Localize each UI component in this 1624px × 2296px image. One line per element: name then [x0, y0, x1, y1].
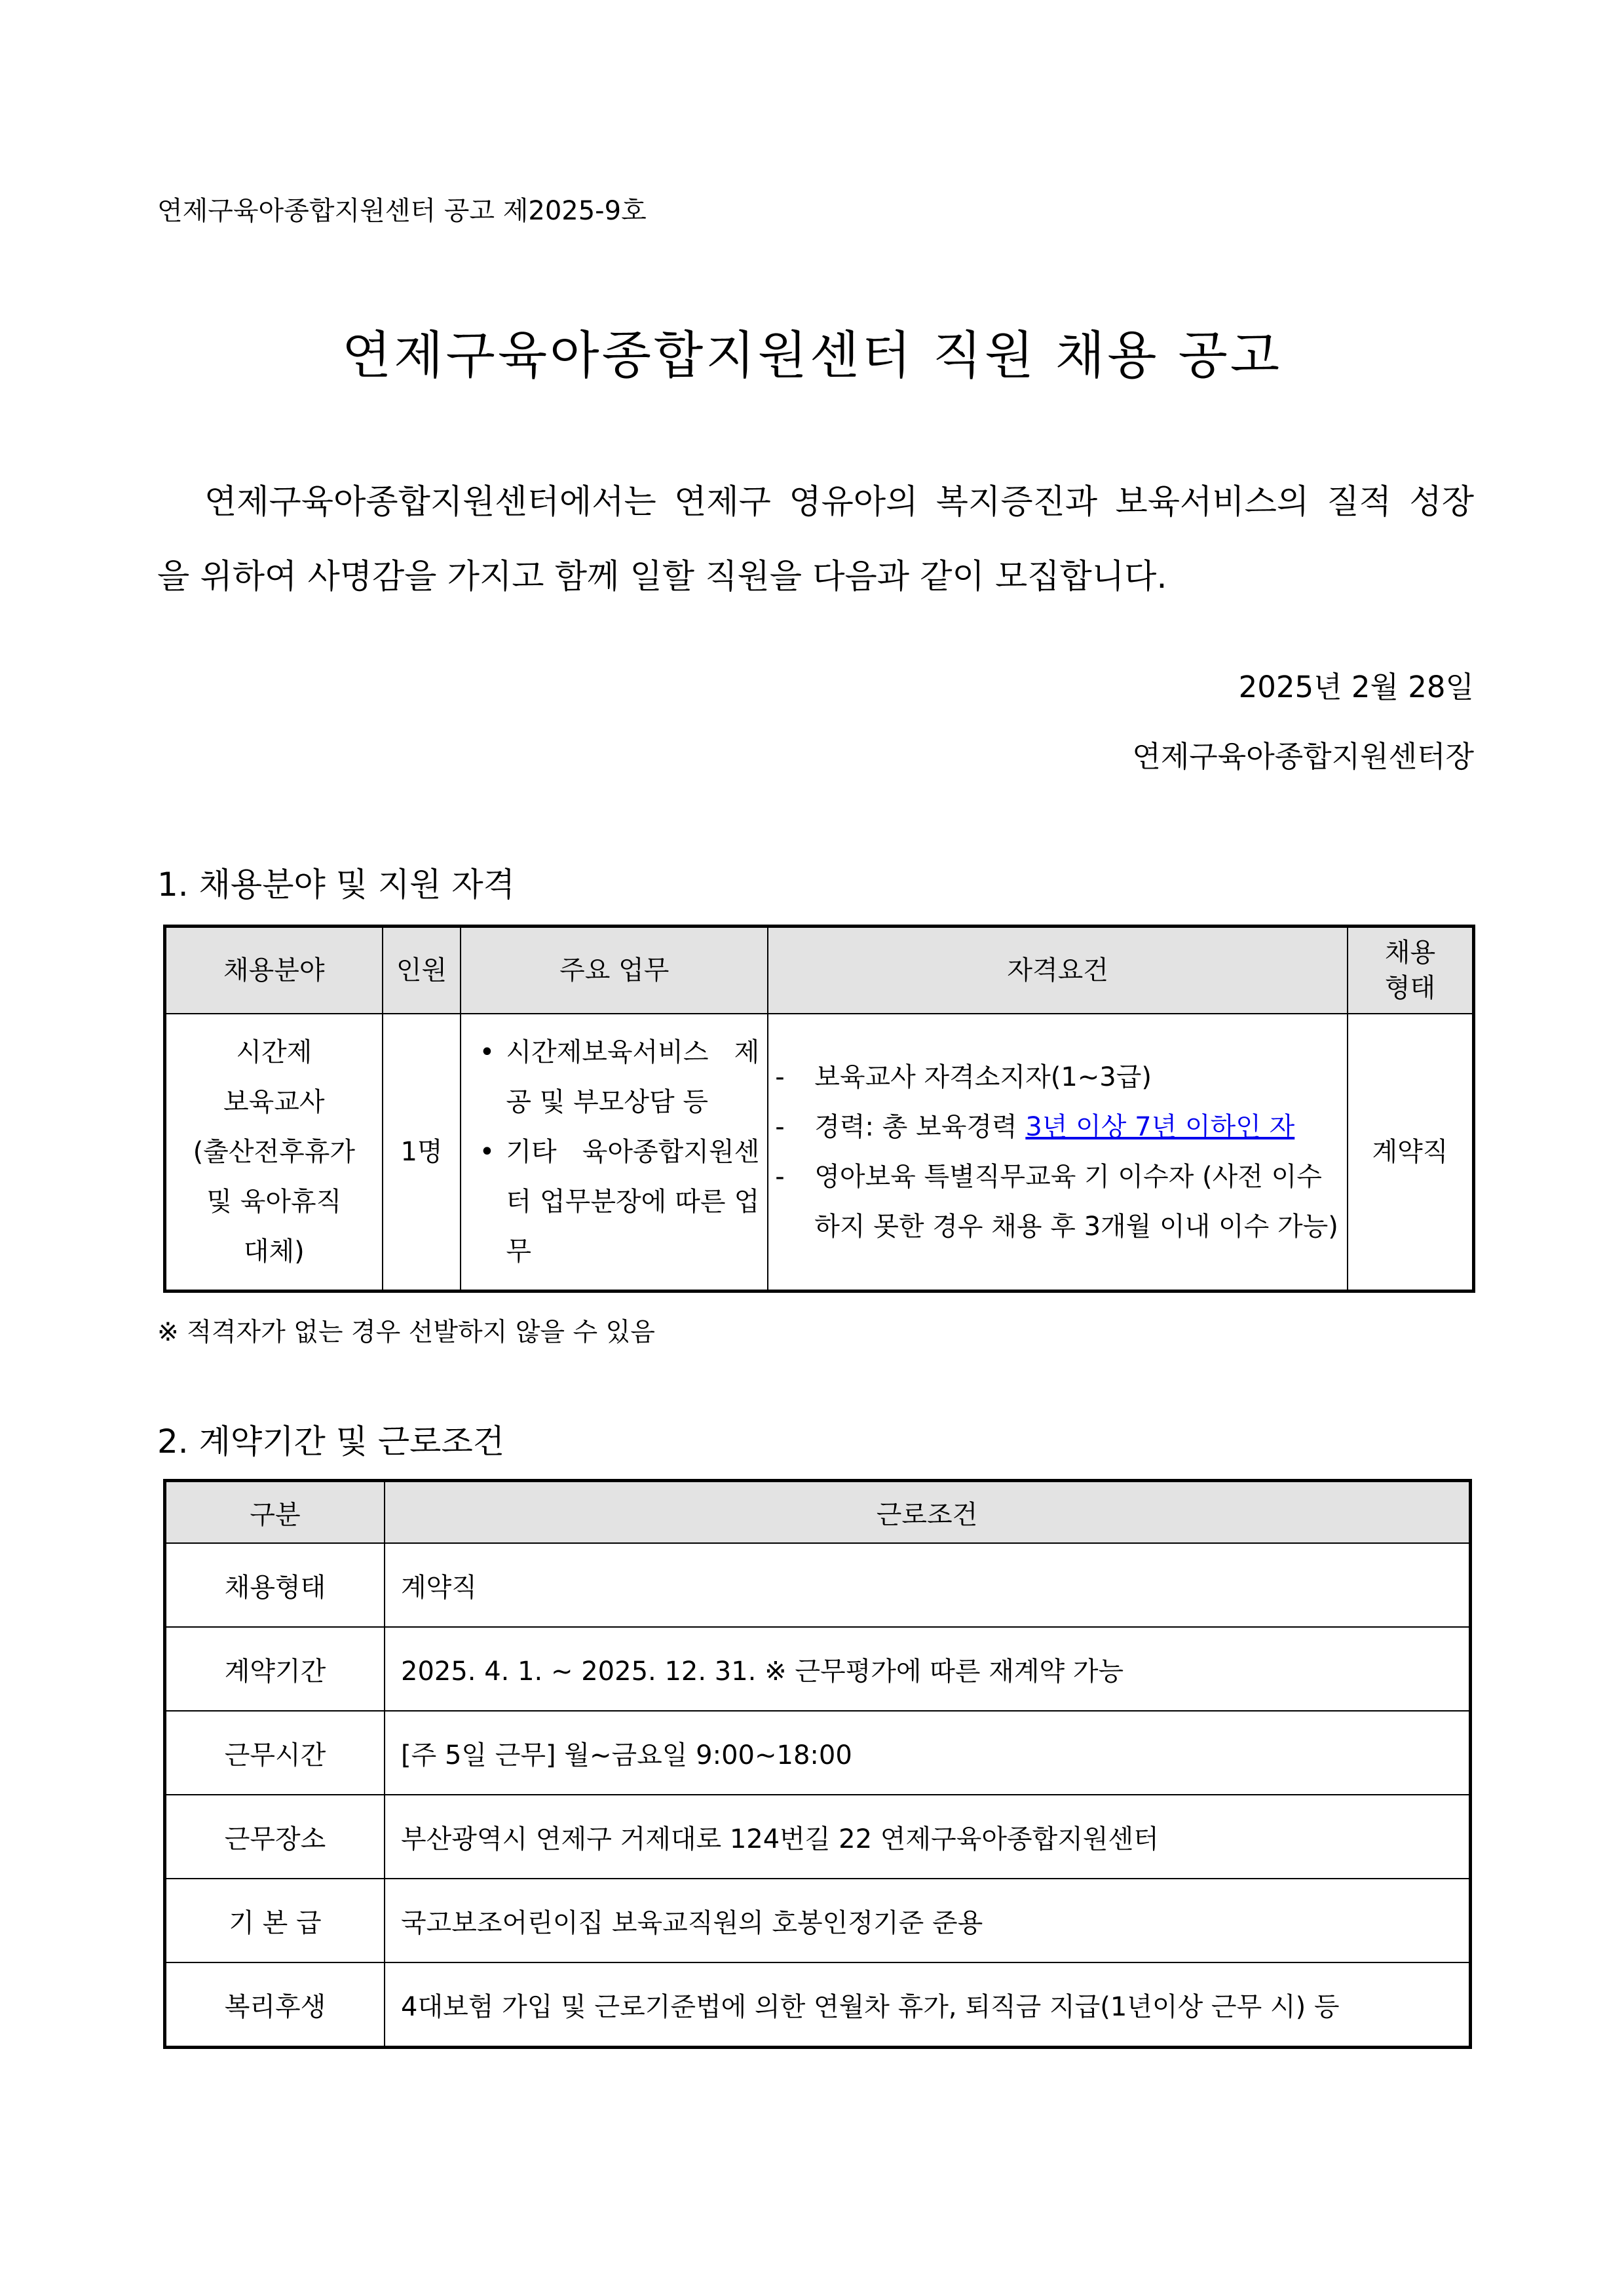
duties-list: [461, 1027, 767, 1276]
row-label: 복리후생: [165, 1962, 385, 2048]
cell-requirements: [768, 1014, 1348, 1292]
issuer: 연제구육아종합지원센터장: [1132, 739, 1474, 774]
cell-field: [165, 1014, 383, 1292]
list-item: • 기타 육아종합지원센터 업무분장에 따른 업무: [468, 1127, 759, 1276]
selection-note: ※ 적격자가 없는 경우 선발하지 않을 수 있음: [157, 1318, 655, 1347]
page-title: 연제구육아종합지원센터 직원 채용 공고: [341, 326, 1283, 385]
row-value: 부산광역시 연제구 거제대로 124번길 22 연제구육아종합지원센터: [385, 1795, 1471, 1879]
row-label: 근무시간: [165, 1711, 385, 1795]
list-item: [775, 1102, 1339, 1152]
list-item: - 영아보육 특별직무교육 기 이수자 (사전 이수하지 못한 경우 채용 후 3개월 이내 이수 가능): [775, 1152, 1339, 1252]
table-row: [165, 1627, 1471, 1711]
intro-paragraph: [157, 465, 1474, 615]
list-item: - 보육교사 자격소지자(1~3급): [775, 1052, 1339, 1102]
list-item: • 시간제보육서비스 제공 및 부모상담 등: [468, 1027, 759, 1127]
row-label: 채용형태: [165, 1543, 385, 1627]
table-header-row: [165, 1481, 1471, 1544]
row-value: [주 5일 근무] 월~금요일 9:00~18:00: [385, 1711, 1471, 1795]
field-line: 보육교사: [223, 1087, 325, 1117]
field-line: 시간제: [236, 1037, 312, 1067]
intro-line-1: 연제구육아종합지원센터에서는 연제구 영유아의 복지증진과 보육서비스의 질적 성장: [204, 483, 1474, 522]
table-row: [165, 1711, 1471, 1795]
table-row: [165, 1014, 1474, 1292]
table-row: [165, 1543, 1471, 1627]
header-type-line-1: 채용: [1384, 938, 1436, 968]
notice-date: 2025년 2월 28일: [1238, 670, 1474, 704]
header-count: 인원: [383, 927, 461, 1014]
recruitment-table: [163, 925, 1475, 1293]
cell-count: 1명: [383, 1014, 461, 1292]
field-line: 및 육아휴직: [206, 1187, 342, 1217]
header-requirements: 자격요건: [768, 927, 1348, 1014]
experience-label: 경력: 총 보육경력: [814, 1112, 1026, 1142]
header-employment-type: [1348, 927, 1474, 1014]
row-label: 근무장소: [165, 1795, 385, 1879]
row-value: 계약직: [385, 1543, 1471, 1627]
cell-employment-type: 계약직: [1348, 1014, 1474, 1292]
notice-number: 연제구육아종합지원센터 공고 제2025-9호: [157, 196, 647, 226]
field-line: (출산전후휴가: [193, 1137, 356, 1167]
table-row: [165, 1795, 1471, 1879]
cell-duties: [461, 1014, 768, 1292]
row-label: 기 본 급: [165, 1879, 385, 1962]
section-2-heading: 2. 계약기간 및 근로조건: [157, 1423, 505, 1461]
row-label: 계약기간: [165, 1627, 385, 1711]
header-category: 구분: [165, 1481, 385, 1544]
field-line: 대체): [243, 1236, 305, 1267]
section-1-heading: 1. 채용분야 및 지원 자격: [157, 866, 515, 904]
row-value: 4대보험 가입 및 근로기준법에 의한 연월차 휴가, 퇴직금 지급(1년이상 근무 시) 등: [385, 1962, 1471, 2048]
header-type-line-2: 형태: [1384, 973, 1436, 1003]
table-row: [165, 1962, 1471, 2048]
table-row: [165, 1879, 1471, 1962]
header-field: 채용분야: [165, 927, 383, 1014]
row-value: 2025. 4. 1. ~ 2025. 12. 31. ※ 근무평가에 따른 재계약 가능: [385, 1627, 1471, 1711]
header-duties: 주요 업무: [461, 927, 768, 1014]
requirements-list: [768, 1052, 1347, 1252]
table-header-row: [165, 927, 1474, 1014]
row-value: 국고보조어린이집 보육교직원의 호봉인정기준 준용: [385, 1879, 1471, 1962]
experience-highlight: 3년 이상 7년 이하인 자: [1025, 1112, 1295, 1142]
conditions-table: [163, 1479, 1472, 2049]
header-conditions: 근로조건: [385, 1481, 1471, 1544]
intro-line-2: 을 위하여 사명감을 가지고 함께 일할 직원을 다음과 같이 모집합니다.: [157, 558, 1167, 596]
